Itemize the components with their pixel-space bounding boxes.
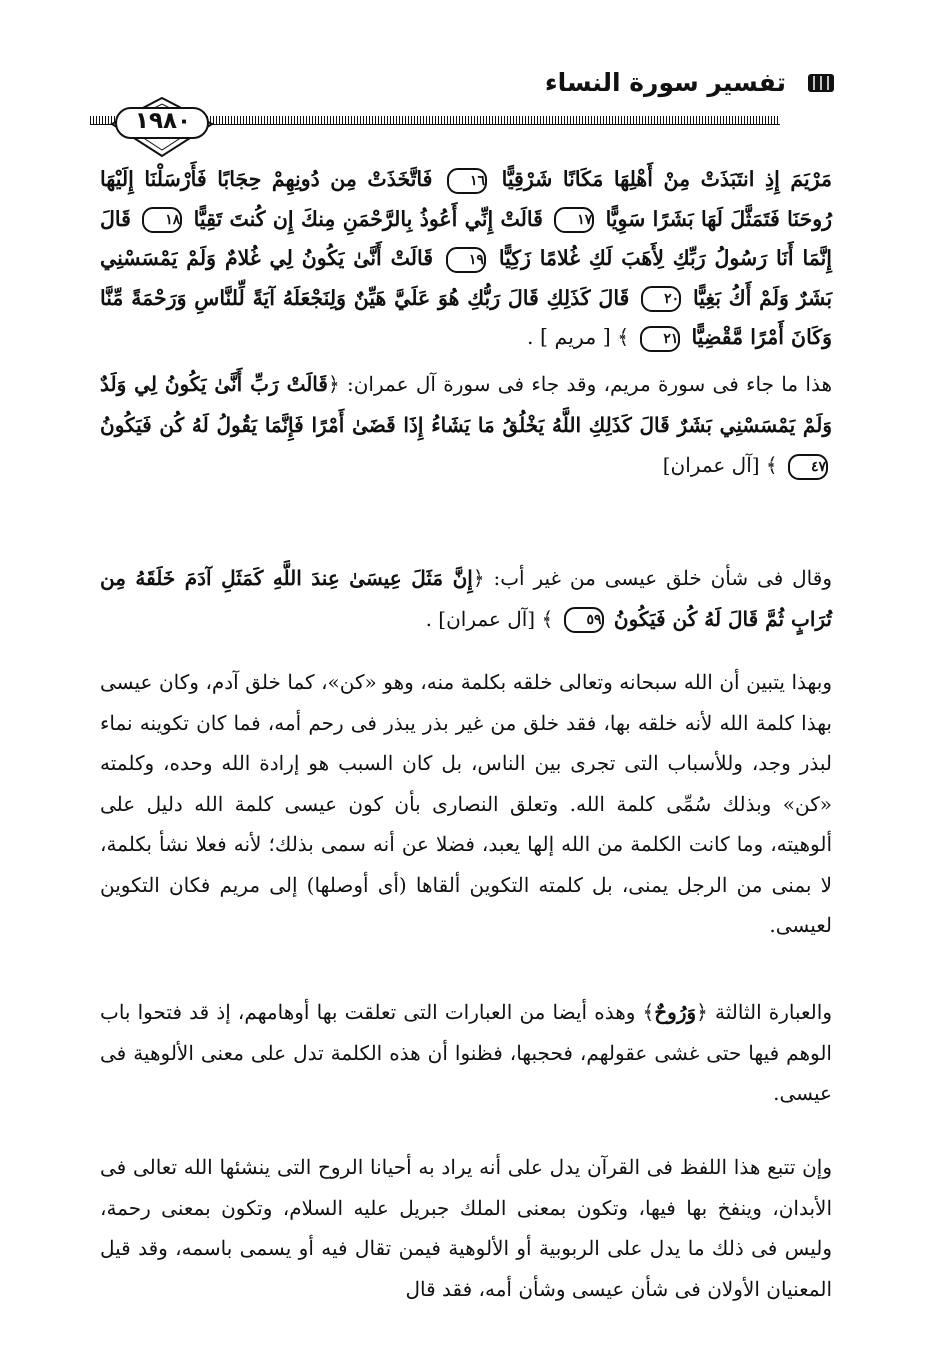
quran-quote: وَرُوحٌ [654,1000,697,1024]
verse-marker: ١٦ [447,168,487,194]
verse-text: فَاتَّخَذَتْ مِن دُونِهِمْ حِجَابًا فَأَرْسَلْنَا إِلَيْهَا رُوحَنَا فَتَمَثَّلَ لَهَا بَشَرًا سَوِيًّا [100,167,833,231]
paragraph-text: وإن تتبع هذا اللفظ فى القرآن يدل على أنه يراد به أحيانا الروح التى ينشئها الله تعالى فى الأبدان، وينفخ بها فيها، وتكون بمعنى الملك جبريل عليه السلام، وتكون بمعنى رحمة، وليس فى ذلك ما يدل على الربوبية أو الألوهية فيمن تقال فيه أو يسمى باسمه، وقد قيل المعنيان الأولان فى شأن عيسى وشأن أمه، فقد قال [100,1155,833,1301]
verse-text: قَالَتْ إِنِّي أَعُوذُ بِالرَّحْمَنِ مِنكَ إِن كُنتَ تَقِيًّا [193,206,543,231]
paragraph-text: ﴾ وهذه أيضا من العبارات التى تعلقت بها أوهامهم، إذ قد فتحوا باب الوهم فيها حتى غشى عقولهم، فحجبها، فظنوا أن هذه الكلمة تدل على معنى الألوهية فى عيسى. [100,1000,832,1105]
surah-reference: ﴾ [ مريم ] . [527,325,630,349]
verse-marker: ١٩ [446,247,486,273]
paragraph [100,992,832,1114]
header-title: تفسير سورة النساء [544,68,786,97]
verse-marker: ٢١ [640,326,680,352]
paragraph [100,1147,832,1309]
header-ornament-icon [806,72,836,94]
paragraph [100,558,832,639]
verses-text [100,160,832,358]
verses-block [100,160,832,358]
verse-marker: ٥٩ [564,607,604,633]
verse-marker: ١٨ [142,207,182,233]
paragraph-text: وبهذا يتبين أن الله سبحانه وتعالى خلقه بكلمة منه، وهو «كن»، كما خلق آدم، وكان عيسى بهذا كلمة الله لأنه خلقه بها، فقد خلق من غير بذر يبذر فى رحم أمه، فما كان تكوينه نماء لبذر وجد، وللأسباب التى تجرى بين الناس، بل كان السبب هو إرادة الله وحده، وكلمته «كن» وبذلك سُمِّى كلمة الله. وتعلق النصارى بأن كون عيسى كلمة الله دليل على ألوهيته، وما كانت الكلمة من الله إلها يعبد، فضلا عن أنه سمى بذلك؛ لأنه فعلا نشأ بكلمة، لا بمنى من الرجل يمنى، بل كلمته التكوين ألقاها (أى أوصلها) إلى مريم فكان التكوين لعيسى. [100,670,832,937]
page-number: ١٩٨٠ [134,108,192,134]
verse-text: قَالَ إِنَّمَا أَنَا رَسُولُ رَبِّكِ لِأَهَبَ لَكِ غُلامًا زَكِيًّا [100,206,833,270]
paragraph [100,364,832,486]
paragraph [100,662,832,946]
verse-marker: ٢٠ [641,286,681,312]
verse-marker: ١٧ [554,207,594,233]
verse-text: قَالَتْ أَنَّىٰ يَكُونُ لِي غُلامٌ وَلَمْ يَمْسَسْنِي بَشَرٌ وَلَمْ أَكُ بَغِيًّا [100,246,833,310]
verse-text: مَرْيَمَ إِذِ انتَبَذَتْ مِنْ أَهْلِهَا مَكَانًا شَرْقِيًّا [501,167,833,191]
surah-reference: ﴾ [آل عمران] . [425,606,554,631]
quran-quote: إِنَّ مَثَلَ عِيسَىٰ عِندَ اللَّهِ كَمَثَلِ آدَمَ خَلَقَهُ مِن تُرَابٍ ثُمَّ قَالَ لَهُ كُن فَيَكُونُ [100,566,832,631]
paragraph-text: والعبارة الثالثة ﴿ [696,1000,832,1024]
paragraph-text: وقال فى شأن خلق عيسى من غير أب: ﴿ [472,566,832,590]
paragraph-text: هذا ما جاء فى سورة مريم، وقد جاء فى سورة آل عمران: ﴿ [327,372,833,396]
verse-marker: ٤٧ [788,454,828,480]
quran-quote: قَالَتْ رَبِّ أَنَّىٰ يَكُونُ لِي وَلَدٌ وَلَمْ يَمْسَسْنِي بَشَرٌ قَالَ كَذَلِكِ اللَّهُ يَخْلُقُ مَا يَشَاءُ إِذَا قَضَىٰ أَمْرًا فَإِنَّمَا يَقُولُ لَهُ كُن فَيَكُونُ [100,372,832,437]
surah-reference: ﴾ [آل عمران] [662,453,778,477]
verse-text: قَالَ كَذَلِكِ قَالَ رَبُّكِ هُوَ عَلَيَّ هَيِّنٌ وَلِنَجْعَلَهُ آيَةً لِّلنَّاسِ وَرَحْمَةً مِّنَّا وَكَانَ أَمْرًا مَّقْضِيًّا [100,285,832,349]
